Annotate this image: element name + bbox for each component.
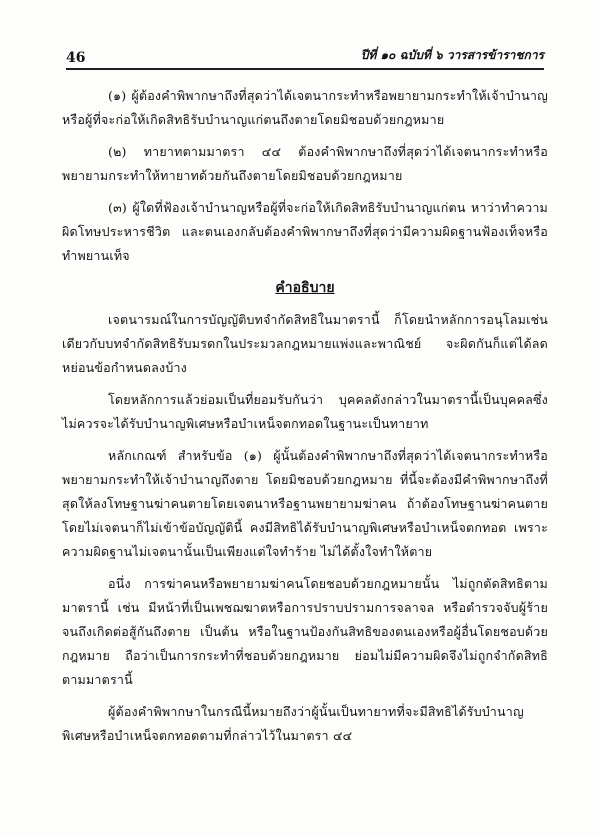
- page-header: [66, 40, 544, 70]
- page-number: 46: [66, 50, 86, 66]
- clause-3-paragraph: (๓) ผู้ใดที่ฟ้องเจ้าบำนาญหรือผู้ที่จะก่อให้เกิดสิทธิรับบำนาญแก่ตน หาว่าทำความผิดโทษประหารชีวิต และตนเองกลับต้องคำพิพากษาถึงที่สุดว่ามีความผิดฐานฟ้องเท็จหรือทำพยานเท็จ: [62, 200, 548, 263]
- header-divider: [66, 68, 544, 70]
- explanation-paragraph: หลักเกณฑ์ สำหรับข้อ (๑) ผู้นั้นต้องคำพิพากษาถึงที่สุดว่าได้เจตนากระทำหรือพยายามกระทำให้เจ้าบำนาญถึงตาย โดยมิชอบด้วยกฎหมาย ที่นี้จะต้องมีคำพิพากษาถึงที่สุดให้ลงโทษฐานฆ่าคนตายโดยเจตนาหรือฐานพยายามฆ่าคน ถ้าต้องโทษฐานฆ่าคนตายโดยไม่เจตนาก็ไม่เข้าข้อบัญญัตินี้ คงมีสิทธิได้รับบำนาญพิเศษหรือบำเหน็จตกทอด เพราะความผิดฐานไม่เจตนานั้นเป็นเพียงแต่ใจทำร้าย ไม่ได้ตั้งใจทำให้ตาย: [62, 448, 548, 559]
- explanation-paragraph: ผู้ต้องคำพิพากษาในกรณีนี้หมายถึงว่าผู้นั้นเป็นทายาทที่จะมีสิทธิได้รับบำนาญพิเศษหรือบำเหน็จตกทอดตามที่กล่าวไว้ในมาตรา ๔๔: [62, 704, 524, 743]
- explanation-paragraph: อนึ่ง การฆ่าคนหรือพยายามฆ่าคนโดยชอบด้วยกฎหมายนั้น ไม่ถูกตัดสิทธิตามมาตรานี้ เช่น มีหน้าที่เป็นเพชฌฆาตหรือการปราบปรามการจลาจล หรือตำรวจจับผู้ร้ายจนถึงเกิดต่อสู้กันถึงตาย เป็นต้น หรือในฐานป้องกันสิทธิของตนเองหรือผู้อื่นโดยชอบด้วยกฎหมาย ถือว่าเป็นการกระทำที่ชอบด้วยกฎหมาย ย่อมไม่มีความผิดจึงไม่ถูกจำกัดสิทธิตามมาตรานี้: [62, 576, 548, 687]
- explanation-paragraph: โดยหลักการแล้วย่อมเป็นที่ยอมรับกันว่า บุคคลดังกล่าวในมาตรานี้เป็นบุคคลซึ่งไม่ควรจะได้รับบำนาญพิเศษหรือบำเหน็จตกทอดในฐานะเป็นทายาท: [62, 392, 548, 431]
- clause-2-paragraph: (๒) ทายาทตามมาตรา ๔๔ ต้องคำพิพากษาถึงที่สุดว่าได้เจตนากระทำหรือพยายามกระทำให้ทายาทด้วยกันถึงตายโดยมิชอบด้วยกฎหมาย: [62, 144, 548, 183]
- clause-1-paragraph: (๑) ผู้ต้องคำพิพากษาถึงที่สุดว่าได้เจตนากระทำหรือพยายามกระทำให้เจ้าบำนาญหรือผู้ที่จะก่อให้เกิดสิทธิรับบำนาญแก่ตนถึงตายโดยมิชอบด้วยกฎหมาย: [62, 88, 548, 127]
- explanation-heading: คำอธิบาย: [275, 280, 335, 296]
- explanation-paragraph: เจตนารมณ์ในการบัญญัติบทจำกัดสิทธิในมาตรานี้ ก็โดยนำหลักการอนุโลมเช่นเดียวกับบทจำกัดสิทธิรับมรดกในประมวลกฎหมายแพ่งและพาณิชย์ จะผิดกันก็แต่ได้ลดหย่อนข้อกำหนดลงบ้าง: [62, 312, 548, 375]
- journal-issue-info: ปีที่ ๑๐ ฉบับที่ ๖ วารสารข้าราชการ: [360, 48, 544, 62]
- document-body: [62, 84, 548, 756]
